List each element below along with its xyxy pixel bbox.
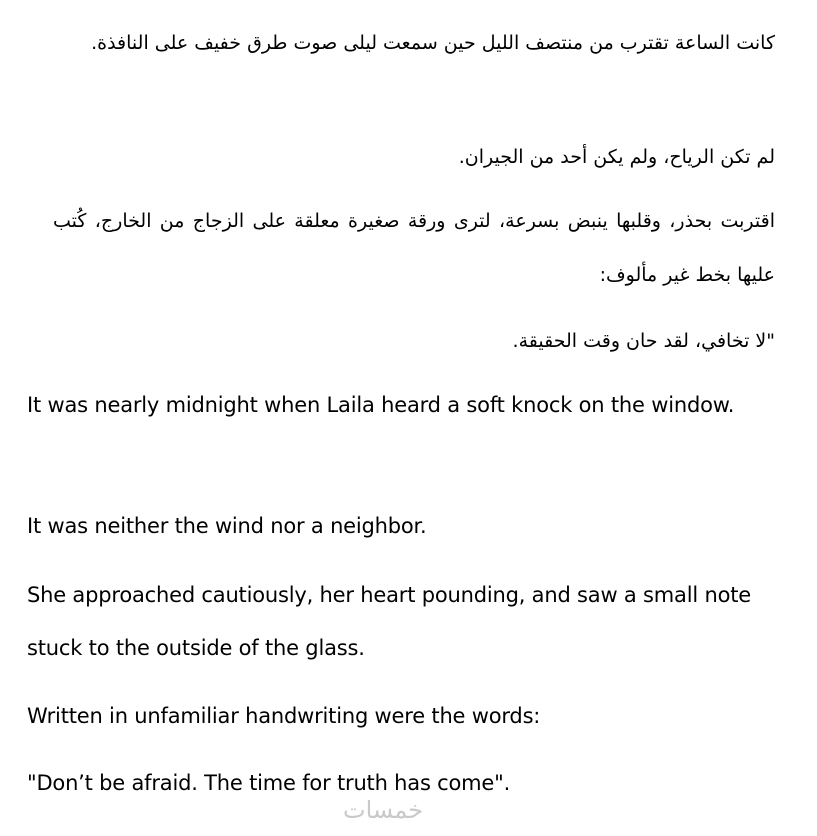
arabic-paragraph-3: اقتربت بحذر، وقلبها ينبض بسرعة، لترى ورقة صغيرة معلقة على الزجاج من الخارج، كُتب عليها بخط غير مألوف: <box>53 210 775 286</box>
english-paragraph-5: "Don’t be afraid. The time for truth has come". <box>27 771 511 795</box>
english-paragraph-4: Written in unfamiliar handwriting were the words: <box>27 704 541 728</box>
english-paragraph-1: It was nearly midnight when Laila heard a soft knock on the window. <box>27 393 735 417</box>
arabic-paragraph-2: لم تكن الرياح، ولم يكن أحد من الجيران. <box>458 146 775 168</box>
arabic-paragraph-1: كانت الساعة تقترب من منتصف الليل حين سمعت ليلى صوت طرق خفيف على النافذة. <box>91 32 775 54</box>
watermark-logo: خمسات <box>343 796 424 824</box>
arabic-paragraph-4: "لا تخافي، لقد حان وقت الحقيقة. <box>512 330 775 352</box>
english-paragraph-2: It was neither the wind nor a neighbor. <box>27 514 427 538</box>
english-paragraph-3: She approached cautiously, her heart pounding, and saw a small note stuck to the outside of the glass. <box>27 583 751 660</box>
